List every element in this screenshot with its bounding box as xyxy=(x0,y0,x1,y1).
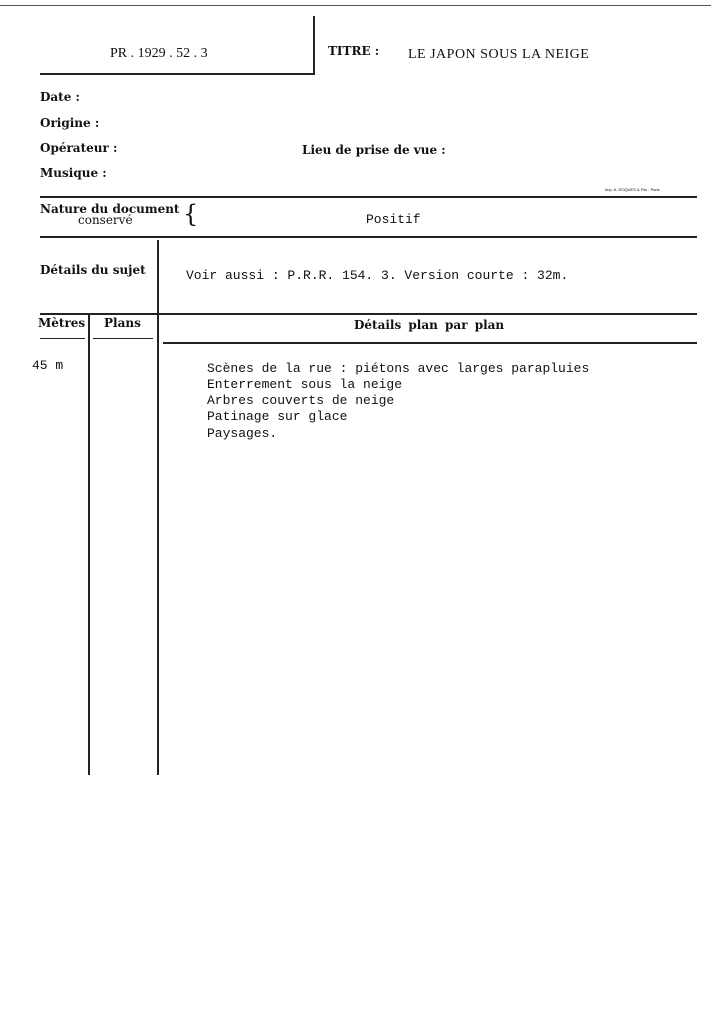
divider xyxy=(40,196,697,198)
metres-value: 45 m xyxy=(32,358,64,373)
header-underline xyxy=(163,342,697,344)
origine-label: Origine : xyxy=(40,116,100,130)
header-metres: Mètres xyxy=(38,316,86,330)
header-plans: Plans xyxy=(104,316,141,330)
brace-icon: { xyxy=(183,200,199,228)
nature-label-2: conservé xyxy=(78,213,133,227)
divider xyxy=(40,313,697,315)
details-sujet-value: Voir aussi : P.R.R. 154. 3. Version courte : 32m. xyxy=(186,268,569,283)
ref-box-right-border xyxy=(313,16,315,75)
column-divider xyxy=(88,314,90,775)
nature-label: Nature du document xyxy=(40,202,180,216)
header-details: Détails plan par plan xyxy=(354,318,505,332)
plan-line: Enterrement sous la neige xyxy=(207,377,403,392)
top-edge-line xyxy=(0,5,711,6)
nature-value: Positif xyxy=(366,212,421,227)
imprint: Imp. A. ROQUES & Fils - Paris xyxy=(605,187,660,192)
reference-number: PR . 1929 . 52 . 3 xyxy=(110,46,208,61)
operateur-label: Opérateur : xyxy=(40,141,118,155)
plan-line: Paysages. xyxy=(207,426,278,441)
date-label: Date : xyxy=(40,90,80,104)
column-divider xyxy=(157,240,159,775)
plan-line: Arbres couverts de neige xyxy=(207,393,395,408)
plan-line: Scènes de la rue : piétons avec larges parapluies xyxy=(207,361,590,376)
divider xyxy=(40,236,697,238)
lieu-label: Lieu de prise de vue : xyxy=(302,143,446,157)
header-underline xyxy=(93,338,153,339)
plan-line: Patinage sur glace xyxy=(207,409,348,424)
title-value: LE JAPON SOUS LA NEIGE xyxy=(408,47,590,62)
ref-box-bottom-border xyxy=(40,73,314,75)
header-underline xyxy=(40,338,85,339)
musique-label: Musique : xyxy=(40,166,107,180)
titre-label: TITRE : xyxy=(328,44,380,58)
details-sujet-label: Détails du sujet xyxy=(40,263,146,277)
